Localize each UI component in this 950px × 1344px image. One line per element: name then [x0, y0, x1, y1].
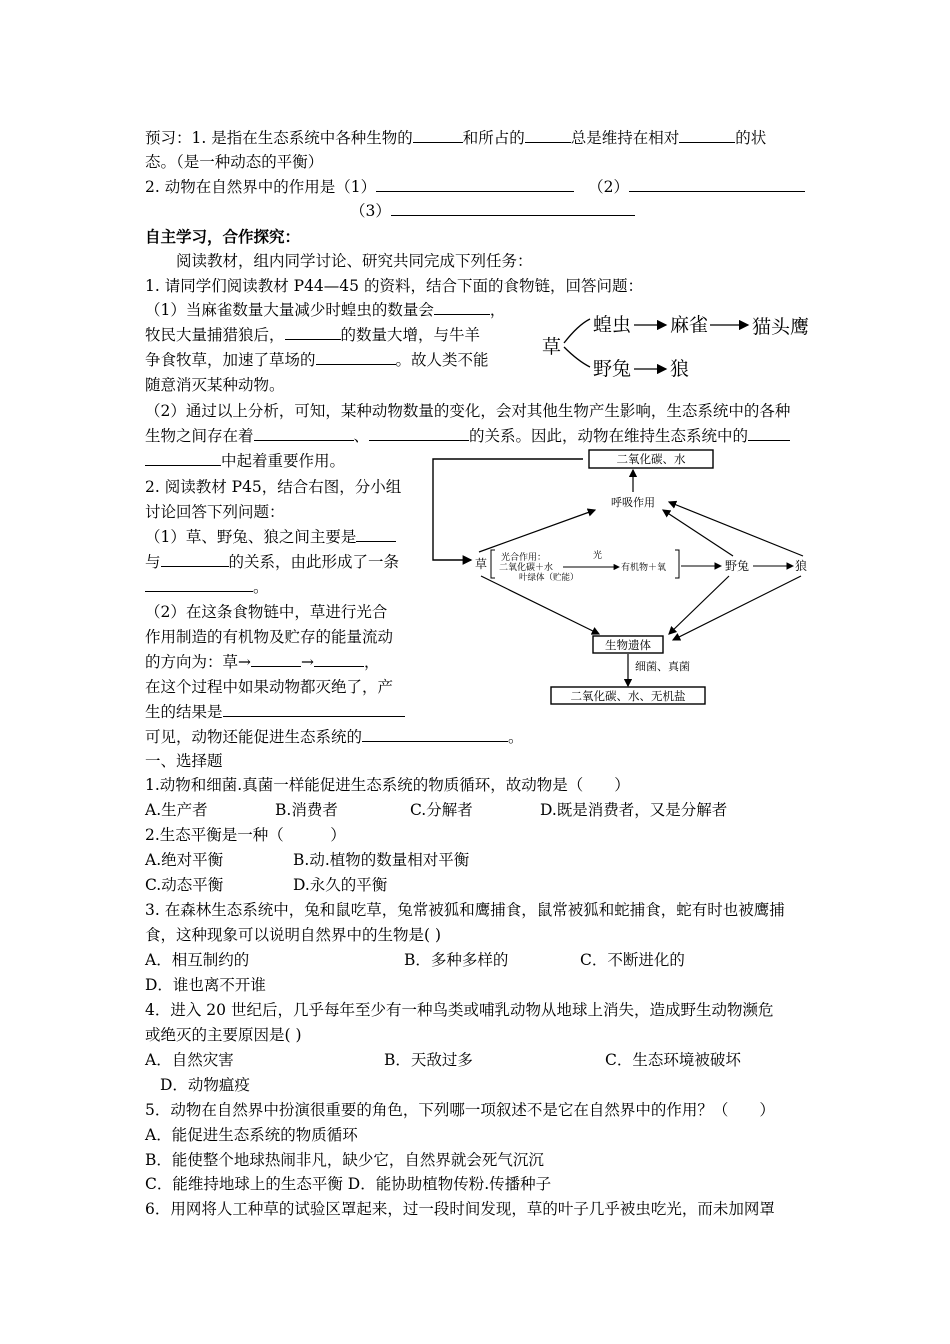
blank-line[interactable] [679, 127, 735, 143]
choice-q3-opt-a[interactable]: A．相互制约的 [145, 951, 250, 969]
section-heading: 自主学习，合作探究： [145, 227, 301, 246]
blank-line[interactable] [314, 651, 364, 667]
choice-q1: 1.动物和细菌.真菌一样能促进生态系统的物质循环，故动物是（ ） [145, 776, 630, 794]
blank-line[interactable] [254, 425, 354, 441]
q1-text: （1）当麻雀数量大量减少时蝗虫的数量会 [145, 301, 434, 319]
blank-line[interactable] [748, 425, 790, 441]
blank-line[interactable] [525, 127, 571, 143]
choice-q5-opt-c[interactable]: C．能维持地球上的生态平衡 D．能协助植物传粉.传播种子 [145, 1175, 552, 1193]
blank-line[interactable] [376, 176, 574, 192]
q1-text: 的数量大增，与牛羊 [340, 326, 481, 344]
choice-q4-opt-b[interactable]: B．天敌过多 [384, 1051, 473, 1069]
choice-q4-opt-c[interactable]: C．生态环境被破坏 [605, 1051, 741, 1069]
intro-text: 阅读教材，组内同学讨论、研究共同完成下列任务： [176, 252, 533, 270]
cycle-photo-eq: 二氧化碳＋水 [499, 563, 554, 573]
choice-q5-opt-a[interactable]: A．能促进生态系统的物质循环 [145, 1126, 358, 1144]
choice-q1-opt-a[interactable]: A.生产者 [145, 801, 208, 819]
q2-text: 。 [508, 728, 524, 746]
q2-line-1: 2. 阅读教材 P45，结合右图，分小组 [145, 478, 402, 496]
blank-line[interactable] [251, 651, 301, 667]
q1-line-6 [145, 425, 790, 447]
preview-line-1 [145, 127, 766, 149]
q2-text: ， [364, 653, 380, 671]
preview-line-2 [145, 151, 323, 173]
blank-line[interactable] [145, 576, 253, 592]
q1-line-5: （2）通过以上分析，可知，某种动物数量的变化，会对其他生物产生影响，生态系统中的各种 [145, 402, 791, 420]
q1-line-7 [145, 450, 345, 472]
preview-text: 和所占的 [462, 129, 525, 147]
choice-q3-opt-c[interactable]: C．不断进化的 [580, 951, 685, 969]
cycle-co2-minerals: 二氧化碳、水、无机盐 [570, 689, 686, 703]
choice-q2: 2.生态平衡是一种（ ） [145, 826, 346, 844]
q2-line-8 [145, 651, 380, 673]
cycle-diagram [423, 448, 818, 708]
blank-line[interactable] [356, 526, 396, 542]
q1-text: 牧民大量捕猎狼后， [145, 326, 285, 344]
cycle-photo-title: 光合作用： [501, 553, 547, 563]
cycle-wolf: 狼 [795, 559, 808, 573]
choice-q5-opt-b[interactable]: B．能使整个地球热闹非凡，缺少它，自然界就会死气沉沉 [145, 1151, 544, 1169]
choice-q3-opt-d[interactable]: D．谁也离不开谁 [145, 976, 266, 994]
q2-line-4 [145, 551, 399, 573]
preview-text: 的状 [735, 129, 767, 147]
choice-heading: 一、选择题 [145, 752, 223, 770]
q1-text: 生物之间存在着 [145, 427, 254, 445]
choice-q1-opt-c[interactable]: C.分解者 [410, 801, 473, 819]
choice-q4-opt-d[interactable]: D．动物瘟疫 [160, 1076, 250, 1094]
cycle-grass: 草 [475, 557, 488, 571]
q2-text: → [301, 653, 314, 671]
choice-q1-opt-d[interactable]: D.既是消费者，又是分解者 [540, 801, 728, 819]
q2-text: 的关系，由此形成了一条 [228, 553, 400, 571]
preview-text: 态。（是一种动态的平衡） [145, 153, 324, 171]
choice-q2-opt-d[interactable]: D.永久的平衡 [293, 876, 388, 894]
choice-q2-opt-a[interactable]: A.绝对平衡 [145, 851, 224, 869]
q1-line-4: 随意消灭某种动物。 [145, 376, 285, 394]
blank-line[interactable] [285, 324, 341, 340]
q1-line-1 [145, 299, 505, 321]
q1-stem: 1. 请同学们阅读教材 P44—45 的资料，结合下面的食物链，回答问题： [145, 277, 643, 295]
q2-text: 。 [253, 578, 269, 596]
choice-q4-line-2: 或绝灭的主要原因是( ) [145, 1026, 302, 1044]
choice-q6-line-1: 6．用网将人工种草的试验区罩起来，过一段时间发现，草的叶子几乎被虫吃光，而未加网罩 [145, 1200, 775, 1218]
choice-q5: 5．动物在自然界中扮演很重要的角色，下列哪一项叙述不是它在自然界中的作用？（ ） [145, 1101, 775, 1119]
cycle-chloroplast: 叶绿体（贮能） [519, 573, 579, 583]
q1-text: 中起着重要作用。 [221, 452, 346, 470]
blank-line[interactable] [161, 551, 229, 567]
cycle-light: 光 [593, 551, 603, 561]
q1-line-3 [145, 349, 489, 371]
choice-q3-opt-b[interactable]: B．多种多样的 [404, 951, 509, 969]
q2-text: 可见，动物还能促进生态系统的 [145, 728, 363, 746]
cycle-respiration: 呼吸作用 [611, 496, 655, 509]
food-chain-figure [538, 303, 838, 393]
preview-line-3 [145, 176, 805, 198]
preview-text: （2） [588, 178, 629, 196]
q1-text: ， [489, 301, 506, 319]
q1-text: 、 [353, 427, 370, 445]
blank-line[interactable] [629, 176, 805, 192]
preview-text: （3） [350, 202, 391, 220]
q2-line-10 [145, 701, 405, 723]
q2-text: （1）草、野兔、狼之间主要是 [145, 528, 357, 546]
blank-line[interactable] [413, 127, 463, 143]
choice-q2-opt-b[interactable]: B.动.植物的数量相对平衡 [293, 851, 470, 869]
choice-q3-line-1: 3. 在森林生态系统中，兔和鼠吃草，兔常被狐和鹰捕食，鼠常被狐和蛇捕食，蛇有时也被鹰捕 [145, 901, 785, 919]
q2-line-5 [145, 576, 269, 598]
blank-line[interactable] [316, 349, 396, 365]
cycle-decomposers: 细菌、真菌 [635, 660, 690, 673]
fc-wolf: 狼 [670, 358, 690, 380]
q2-text: 与 [145, 553, 161, 571]
q1-text: 。故人类不能 [395, 351, 489, 369]
blank-line[interactable] [223, 701, 405, 717]
q1-text: 的关系。因此，动物在维持生态系统中的 [469, 427, 749, 445]
q1-text: 争食牧草，加速了草场的 [145, 351, 316, 369]
q1-line-2 [145, 324, 480, 346]
fc-sparrow: 麻雀 [670, 314, 709, 336]
choice-q4-opt-a[interactable]: A．自然灾害 [145, 1051, 234, 1069]
blank-line[interactable] [362, 726, 508, 742]
choice-q1-opt-b[interactable]: B.消费者 [275, 801, 338, 819]
fc-owl: 猫头鹰 [752, 316, 810, 338]
q2-text: 生的结果是 [145, 703, 223, 721]
preview-line-4 [350, 200, 635, 222]
blank-line[interactable] [434, 299, 490, 315]
cycle-co2-water: 二氧化碳、水 [616, 452, 686, 466]
cycle-rabbit: 野兔 [725, 559, 750, 573]
fc-rabbit: 野兔 [593, 358, 632, 380]
q2-line-2: 讨论回答下列问题： [145, 503, 285, 521]
q2-line-3 [145, 526, 396, 548]
preview-text: 预习：1. 是指在生态系统中各种生物的 [145, 129, 413, 147]
cycle-remains: 生物遗体 [605, 638, 651, 652]
q2-line-11 [145, 726, 524, 748]
fc-grass: 草 [542, 336, 562, 358]
blank-line[interactable] [369, 425, 469, 441]
blank-line[interactable] [145, 450, 221, 466]
fc-locust: 蝗虫 [593, 314, 632, 336]
preview-text: 2. 动物在自然界中的作用是（1） [145, 178, 377, 196]
q2-line-6: （2）在这条食物链中，草进行光合 [145, 603, 388, 621]
q2-line-9: 在这个过程中如果动物都灭绝了，产 [145, 678, 394, 696]
q2-line-7: 作用制造的有机物及贮存的能量流动 [145, 628, 394, 646]
preview-text: 总是维持在相对 [570, 129, 680, 147]
choice-q2-opt-c[interactable]: C.动态平衡 [145, 876, 224, 894]
blank-line[interactable] [391, 200, 635, 216]
choice-q4-line-1: 4．进入 20 世纪后，几乎每年至少有一种鸟类或哺乳动物从地球上消失，造成野生动物濒危 [145, 1001, 774, 1019]
choice-q3-line-2: 食，这种现象可以说明自然界中的生物是( ) [145, 926, 442, 944]
q2-text: 的方向为：草→ [145, 653, 251, 671]
cycle-photo-product: 有机物＋氧 [621, 563, 667, 573]
